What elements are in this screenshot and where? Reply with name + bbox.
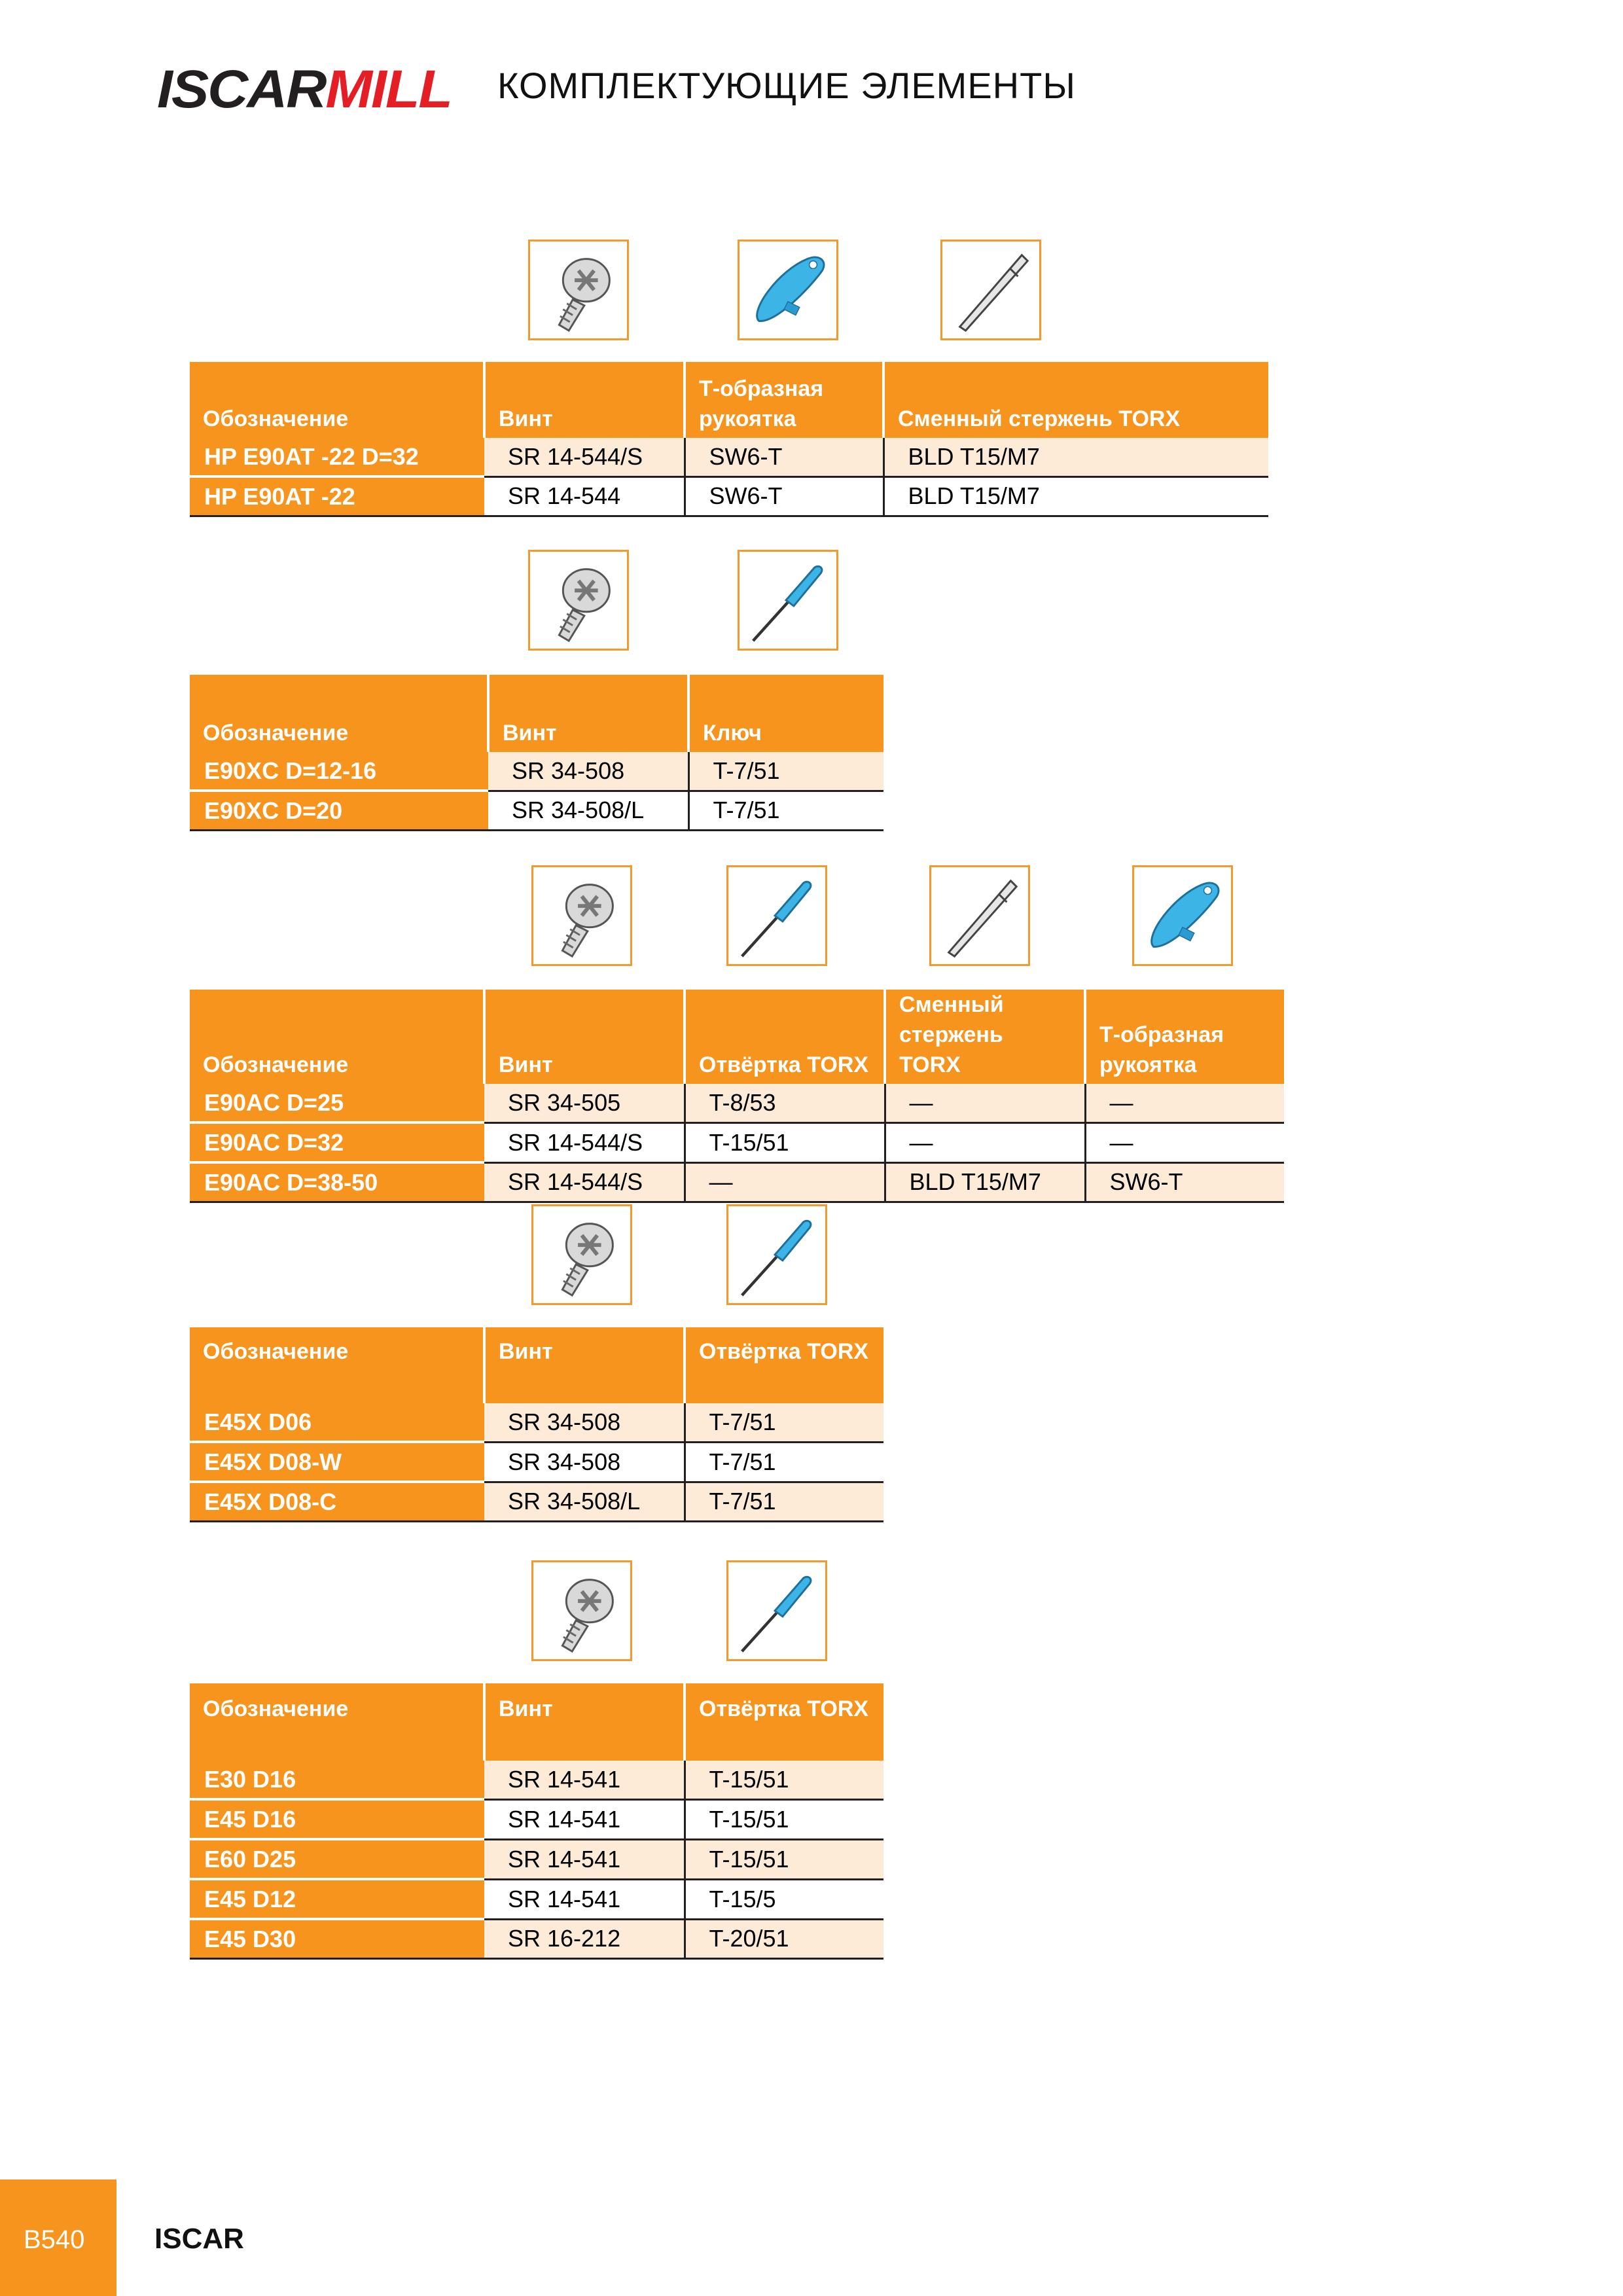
table-cell: SW6-T <box>1085 1162 1284 1202</box>
table-cell: — <box>885 1122 1085 1162</box>
components-table-3 <box>190 990 1284 1203</box>
table-cell: SR 34-505 <box>484 1084 685 1122</box>
designation-cell: E90XC D=20 <box>190 791 488 831</box>
footer-brand: ISCAR <box>154 2223 244 2255</box>
table-cell: — <box>685 1162 885 1202</box>
table-cell: SR 14-544/S <box>484 438 685 476</box>
screw-icon <box>528 240 629 340</box>
table-cell: T-7/51 <box>688 791 883 831</box>
table-cell: T-8/53 <box>685 1084 885 1122</box>
table-cell: — <box>1085 1122 1284 1162</box>
components-table-4 <box>190 1327 883 1522</box>
column-header: Винт <box>484 990 685 1084</box>
column-header: Винт <box>488 675 688 752</box>
t-handle-icon <box>738 240 838 340</box>
table-cell: SR 14-544/S <box>484 1122 685 1162</box>
designation-cell: E90AC D=38-50 <box>190 1162 484 1202</box>
table-cell: SR 14-541 <box>484 1761 685 1799</box>
designation-cell: E45X D08-C <box>190 1482 484 1522</box>
table-cell: SR 16-212 <box>484 1919 685 1959</box>
table-row <box>190 1122 1284 1162</box>
screw-icon <box>531 1204 632 1305</box>
designation-cell: E45X D06 <box>190 1403 484 1442</box>
torx-blade-icon <box>929 865 1030 966</box>
table-cell: T-7/51 <box>688 752 883 791</box>
table-cell: BLD T15/M7 <box>883 476 1268 516</box>
table-row <box>190 1162 1284 1202</box>
table-row <box>190 1403 883 1442</box>
column-header: Обозначение <box>190 362 484 438</box>
screwdriver-icon <box>726 865 827 966</box>
t-handle-icon <box>1132 865 1233 966</box>
screw-icon <box>531 865 632 966</box>
designation-cell: HP E90AT -22 D=32 <box>190 438 484 476</box>
table-cell: SR 14-541 <box>484 1839 685 1879</box>
table-row <box>190 1839 883 1879</box>
table-cell: SR 14-544 <box>484 476 685 516</box>
table-row <box>190 476 1268 516</box>
table-cell: SR 14-544/S <box>484 1162 685 1202</box>
designation-cell: HP E90AT -22 <box>190 476 484 516</box>
table-cell: SR 34-508/L <box>488 791 688 831</box>
column-header: Т-образная рукоятка <box>1085 990 1284 1084</box>
column-header: Отвёртка TORX <box>685 1327 883 1403</box>
column-header: Отвёртка TORX <box>685 1683 883 1761</box>
column-header: Винт <box>484 362 685 438</box>
table-row <box>190 752 883 791</box>
column-header: Т-образная рукоятка <box>685 362 883 438</box>
column-header: Ключ <box>688 675 883 752</box>
components-table-5 <box>190 1683 883 1960</box>
screw-icon <box>528 550 629 651</box>
page-number: B540 <box>24 2225 85 2254</box>
table-cell: SR 34-508 <box>488 752 688 791</box>
column-header: Обозначение <box>190 990 484 1084</box>
components-table-1 <box>190 362 1268 517</box>
table-cell: SR 14-541 <box>484 1879 685 1919</box>
table-cell: BLD T15/M7 <box>883 438 1268 476</box>
table-cell: T-15/51 <box>685 1122 885 1162</box>
designation-cell: E45 D12 <box>190 1879 484 1919</box>
table-cell: T-15/51 <box>685 1761 883 1799</box>
table-cell: T-15/5 <box>685 1879 883 1919</box>
column-header: Обозначение <box>190 1327 484 1403</box>
screw-icon <box>531 1560 632 1661</box>
table-row <box>190 1482 883 1522</box>
table-row <box>190 438 1268 476</box>
table-row <box>190 1879 883 1919</box>
designation-cell: E45X D08-W <box>190 1442 484 1482</box>
screwdriver-icon <box>726 1560 827 1661</box>
designation-cell: E90AC D=32 <box>190 1122 484 1162</box>
screwdriver-icon <box>726 1204 827 1305</box>
column-header: Винт <box>484 1327 685 1403</box>
designation-cell: E60 D25 <box>190 1839 484 1879</box>
table-cell: T-7/51 <box>685 1442 883 1482</box>
components-table-2 <box>190 675 883 831</box>
table-cell: SR 14-541 <box>484 1799 685 1839</box>
table-cell: SR 34-508/L <box>484 1482 685 1522</box>
designation-cell: E45 D16 <box>190 1799 484 1839</box>
table-row <box>190 1442 883 1482</box>
table-cell: T-20/51 <box>685 1919 883 1959</box>
iscarmill-logo: ISCARMILL <box>157 60 452 119</box>
table-row <box>190 1799 883 1839</box>
torx-blade-icon <box>940 240 1041 340</box>
table-cell: — <box>1085 1084 1284 1122</box>
table-cell: SR 34-508 <box>484 1403 685 1442</box>
table-cell: T-15/51 <box>685 1839 883 1879</box>
table-cell: SW6-T <box>685 476 883 516</box>
page-title: КОМПЛЕКТУЮЩИЕ ЭЛЕМЕНТЫ <box>497 65 1076 106</box>
table-cell: SR 34-508 <box>484 1442 685 1482</box>
table-row <box>190 1761 883 1799</box>
designation-cell: E90XC D=12-16 <box>190 752 488 791</box>
designation-cell: E30 D16 <box>190 1761 484 1799</box>
table-cell: — <box>885 1084 1085 1122</box>
table-cell: T-15/51 <box>685 1799 883 1839</box>
table-row <box>190 1919 883 1959</box>
column-header: Обозначение <box>190 1683 484 1761</box>
column-header: Винт <box>484 1683 685 1761</box>
table-cell: T-7/51 <box>685 1482 883 1522</box>
table-cell: SW6-T <box>685 438 883 476</box>
designation-cell: E90AC D=25 <box>190 1084 484 1122</box>
table-row <box>190 791 883 831</box>
column-header: Сменный стержень TORX <box>885 990 1085 1084</box>
table-cell: BLD T15/M7 <box>885 1162 1085 1202</box>
screwdriver-icon <box>738 550 838 651</box>
column-header: Сменный стержень TORX <box>883 362 1268 438</box>
designation-cell: E45 D30 <box>190 1919 484 1959</box>
table-cell: T-7/51 <box>685 1403 883 1442</box>
table-row <box>190 1084 1284 1122</box>
column-header: Обозначение <box>190 675 488 752</box>
column-header: Отвёртка TORX <box>685 990 885 1084</box>
